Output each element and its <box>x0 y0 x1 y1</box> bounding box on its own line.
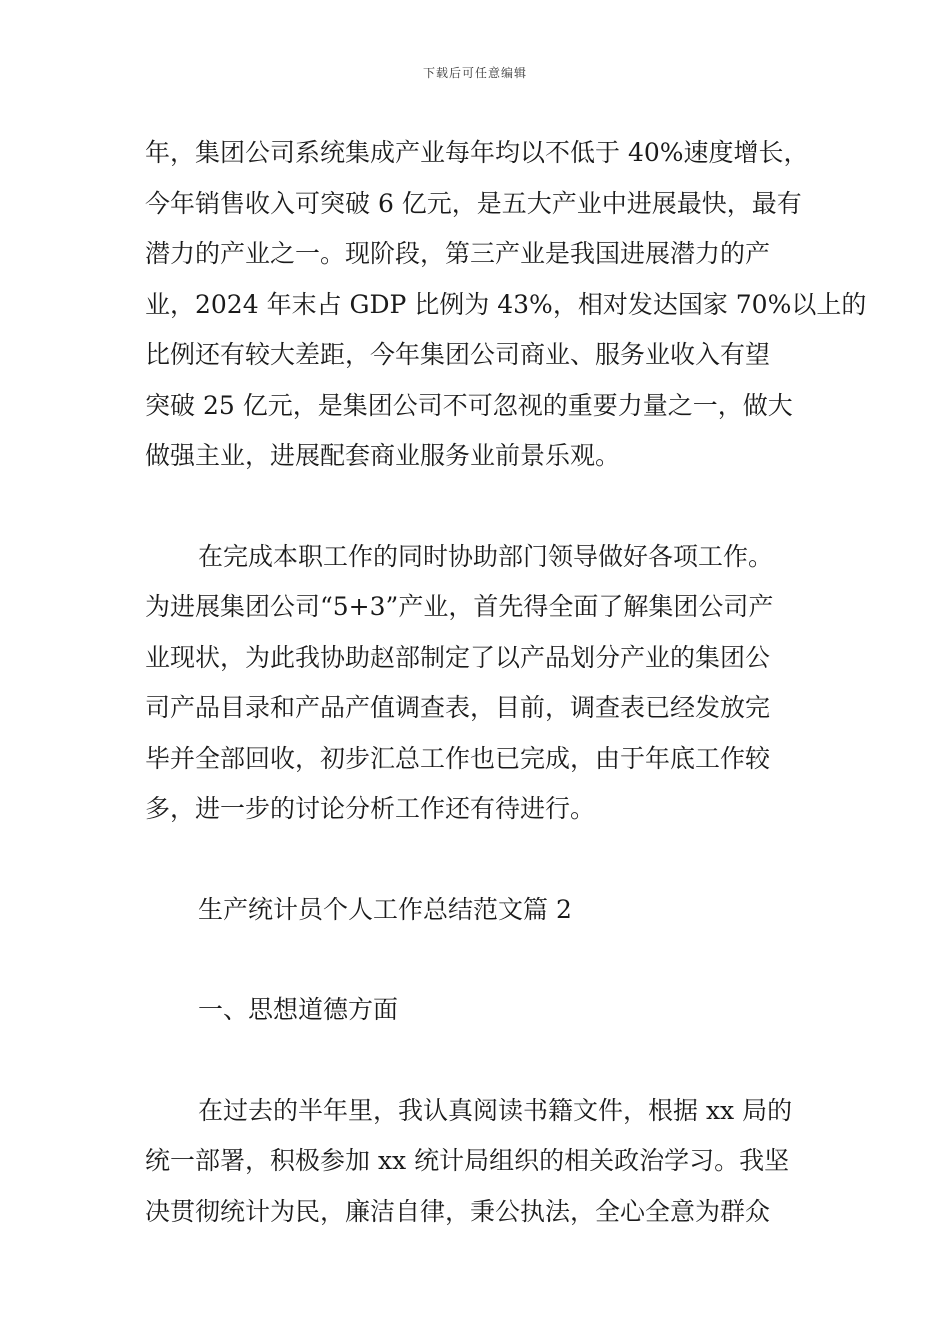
paragraph-spacer <box>145 482 813 532</box>
paragraph-assist-work <box>145 532 813 835</box>
text-line: 业，2024 年末占 GDP 比例为 43%，相对发达国家 70%以上的 <box>145 289 867 319</box>
text-line: 在过去的半年里，我认真阅读书籍文件，根据 xx 局的 <box>198 1095 793 1125</box>
text-line: 为进展集团公司“5+3”产业，首先得全面了解集团公司产 <box>145 592 774 621</box>
text-line: 潜力的产业之一。现阶段，第三产业是我国进展潜力的产 <box>145 239 771 268</box>
paragraph-spacer <box>145 835 813 885</box>
paragraph-industry-growth <box>145 128 867 482</box>
text-line: 比例还有较大差距，今年集团公司商业、服务业收入有望 <box>145 340 771 369</box>
paragraph-ideology <box>145 1086 813 1238</box>
text-line: 司产品目录和产品产值调查表，目前，调查表已经发放完 <box>145 693 771 722</box>
text-line: 今年销售收入可突破 6 亿元，是五大产业中进展最快，最有 <box>145 188 802 218</box>
page-header-note: 下载后可任意编辑 <box>422 66 527 80</box>
text-line: 业现状，为此我协助赵部制定了以产品划分产业的集团公 <box>145 642 771 672</box>
paragraph-spacer <box>145 1036 813 1086</box>
text-line: 在完成本职工作的同时协助部门领导做好各项工作。 <box>198 541 774 571</box>
text-line: 突破 25 亿元，是集团公司不可忽视的重要力量之一，做大 <box>145 390 793 420</box>
text-line: 做强主业，进展配套商业服务业前景乐观。 <box>145 441 621 470</box>
text-line: 统一部署，积极参加 xx 统计局组织的相关政治学习。我坚 <box>145 1146 790 1175</box>
text-line: 毕并全部回收，初步汇总工作也已完成，由于年底工作较 <box>145 743 771 773</box>
section-title: 生产统计员个人工作总结范文篇 2 <box>198 894 572 924</box>
document-body <box>145 128 867 1237</box>
text-line: 年，集团公司系统集成产业每年均以不低于 40%速度增长， <box>145 138 809 167</box>
paragraph-spacer <box>145 935 813 985</box>
subsection-title: 一、思想道德方面 <box>198 995 399 1024</box>
text-line: 决贯彻统计为民，廉洁自律，秉公执法，全心全意为群众 <box>145 1196 771 1226</box>
text-line: 多，进一步的讨论分析工作还有待进行。 <box>145 794 596 823</box>
